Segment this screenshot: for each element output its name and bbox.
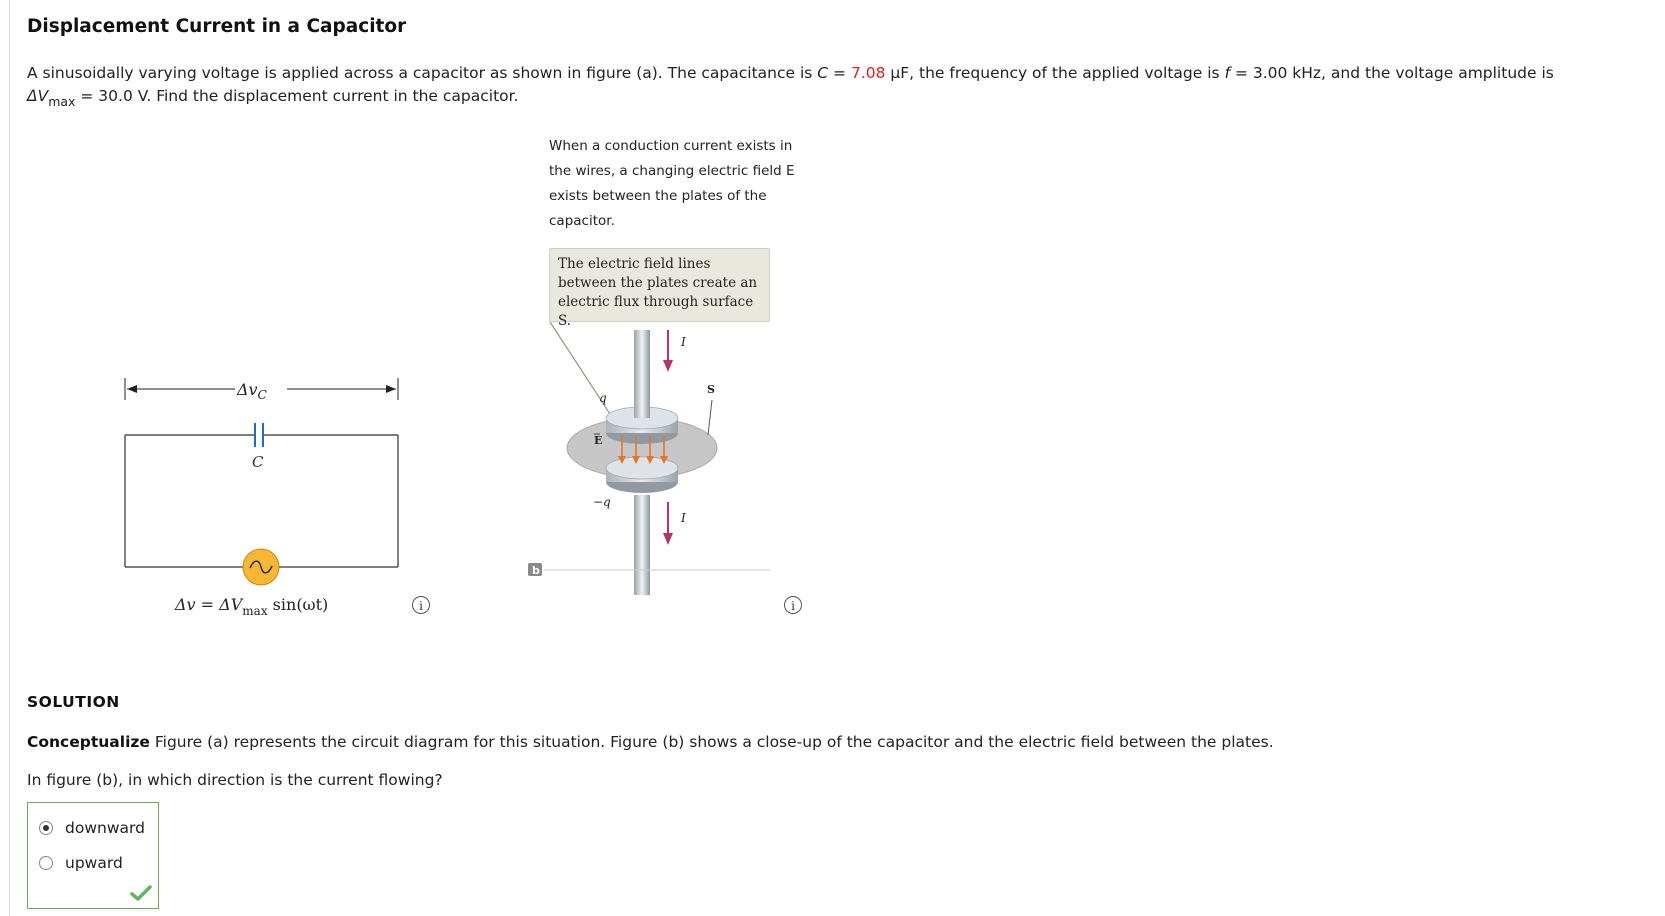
option-downward[interactable] — [39, 819, 145, 837]
wire-top-joint — [634, 390, 650, 418]
option-upward[interactable] — [39, 854, 123, 872]
figure-b-callout-box: The electric field lines between the plates create an electric flux through surface S. — [549, 248, 770, 322]
wire-bottom — [634, 495, 650, 595]
figure-b-capacitor — [532, 130, 820, 630]
charge-q-label: q — [599, 391, 607, 405]
charge-neg-q-label: −q — [593, 495, 611, 509]
figure-b-info-icon[interactable]: i — [784, 596, 802, 614]
solution-heading: SOLUTION — [27, 693, 120, 711]
intro-eq: = — [828, 64, 851, 82]
correct-check-icon — [130, 884, 152, 902]
answer-box — [27, 802, 159, 909]
current-arrow-bottom-head — [663, 533, 673, 545]
field-e-label: E — [594, 434, 603, 447]
intro-text-2: μF, the frequency of the applied voltage is — [885, 64, 1225, 82]
capacitor-label: C — [252, 453, 264, 471]
conceptualize-text: Figure (a) represents the circuit diagram for this situation. Figure (b) shows a close-up of the capacitor and the electric field between the plates. — [149, 733, 1274, 751]
dimension-arrow-left — [127, 385, 137, 393]
surface-s-pointer — [708, 400, 712, 435]
capacitance-symbol: C — [817, 64, 829, 82]
frequency-symbol: f — [1224, 64, 1230, 82]
capacitance-value: 7.08 — [850, 64, 886, 82]
dimension-arrow-right — [386, 385, 396, 393]
intro-text-1: A sinusoidally varying voltage is applied across a capacitor as shown in figure (a). The capacitance is — [27, 64, 818, 82]
figure-a-info-icon[interactable]: i — [412, 596, 430, 614]
option-downward-label: downward — [65, 819, 145, 837]
current-top-label: I — [681, 335, 686, 349]
problem-statement — [27, 62, 1647, 108]
panel-label-letter: b — [532, 564, 540, 577]
page-title: Displacement Current in a Capacitor — [27, 16, 407, 37]
voltage-subscript: max — [48, 94, 76, 109]
voltage-drop-label: $\Delta v_C$ — [237, 380, 267, 402]
source-equation: $\Delta v = \Delta V_{max}$ sin(ωt) — [175, 595, 329, 618]
figure-b-callout-top: When a conduction current exists in the wires, a changing electric field E exists between the plates of the capacitor. — [549, 138, 795, 229]
surface-s-label: S — [707, 383, 715, 396]
figure-a-circuit — [115, 375, 415, 630]
voltage-symbol: ΔV — [27, 87, 49, 105]
conceptualize-paragraph — [27, 733, 1274, 751]
intro-text-3: = 3.00 kHz, and the voltage amplitude is — [1230, 64, 1554, 82]
bottom-plate-face — [606, 457, 678, 479]
left-border — [9, 0, 10, 916]
option-upward-label: upward — [65, 854, 123, 872]
current-bottom-label: I — [681, 511, 686, 525]
radio-upward[interactable] — [39, 856, 53, 870]
intro-text-4: = 30.0 V. Find the displacement current in the capacitor. — [75, 87, 519, 105]
question-text: In figure (b), in which direction is the current flowing? — [27, 771, 443, 789]
current-arrow-top-head — [663, 360, 673, 372]
radio-downward[interactable] — [39, 821, 53, 835]
conceptualize-label: Conceptualize — [27, 733, 150, 751]
